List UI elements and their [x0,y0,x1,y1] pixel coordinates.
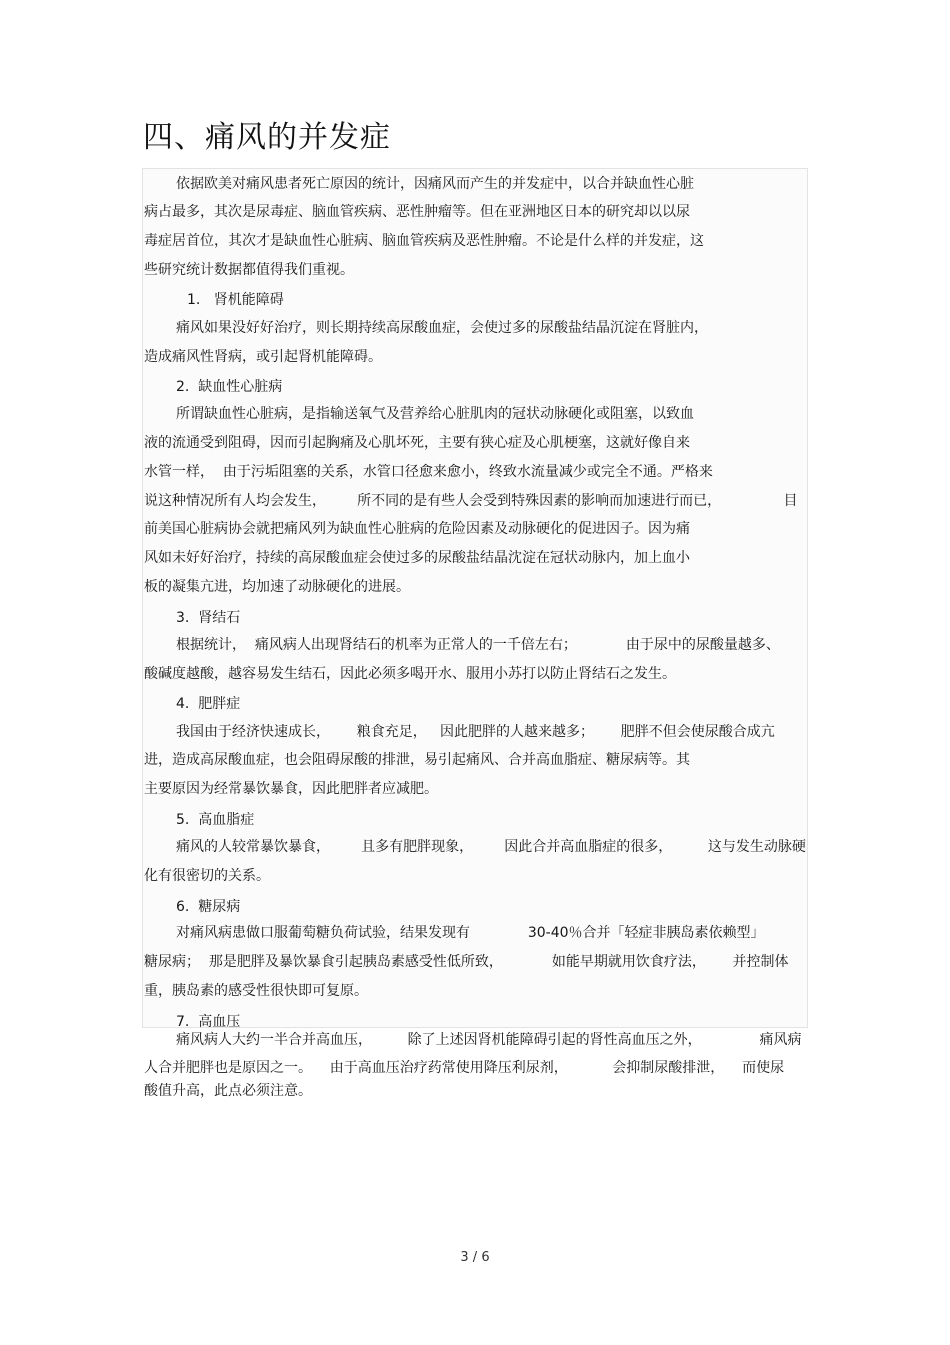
body-line: 糖尿病； 那是肥胖及暴饮暴食引起胰岛素感受性低所致， 如能早期就用饮食疗法， 并控制体 [144,954,789,970]
body-line: 液的流通受到阻碍，因而引起胸痛及心肌坏死，主要有狭心症及心肌梗塞，这就好像自来 [144,435,690,451]
body-line: 前美国心脏病协会就把痛风列为缺血性心脏病的危险因素及动脉硬化的促进因子。因为痛 [144,521,690,537]
section-heading: 6. 糖尿病 [176,899,241,915]
body-line: 根据统计， 痛风病人出现肾结石的机率为正常人的一千倍左右； 由于尿中的尿酸量越多、 [176,637,780,653]
body-line: 进，造成高尿酸血症，也会阻碍尿酸的排泄，易引起痛风、合并高血脂症、糖尿病等。其 [144,752,690,768]
body-line: 痛风病人大约一半合并高血压， 除了上述因肾机能障碍引起的肾性高血压之外， 痛风病 [176,1032,802,1048]
page-title: 四、痛风的并发症 [143,120,391,155]
body-line: 毒症居首位，其次才是缺血性心脏病、脑血管疾病及恶性肿瘤。不论是什么样的并发症，这 [144,233,704,249]
body-line: 说这种情况所有人均会发生， 所不同的是有些人会受到特殊因素的影响而加速进行而已， 目 [144,493,798,509]
body-line: 依据欧美对痛风患者死亡原因的统计，因痛风而产生的并发症中，以合并缺血性心脏 [176,176,694,192]
body-line: 人合并肥胖也是原因之一。 由于高血压治疗药常使用降压利尿剂， 会抑制尿酸排泄， 而使尿 [144,1060,785,1076]
body-line: 对痛风病患做口服葡萄糖负荷试验，结果发现有 30-40％合并「轻症非胰岛素依赖型」 [176,925,765,941]
body-line: 酸值升高，此点必须注意。 [144,1083,312,1099]
body-line: 风如未好好治疗，持续的高尿酸血症会使过多的尿酸盐结晶沈淀在冠状动脉内，加上血小 [144,550,690,566]
body-line: 些研究统计数据都值得我们重视。 [144,262,354,278]
section-heading: 5. 高血脂症 [176,812,255,828]
body-line: 酸碱度越酸，越容易发生结石，因此必须多喝开水、服用小苏打以防止肾结石之发生。 [144,666,676,682]
section-heading: 1. 肾机能障碍 [187,292,284,308]
body-line: 主要原因为经常暴饮暴食，因此肥胖者应减肥。 [144,781,438,797]
page-number: 3 / 6 [460,1250,490,1265]
body-line: 水管一样， 由于污垢阻塞的关系，水管口径愈来愈小，终致水流量减少或完全不通。严格来 [144,464,713,480]
section-heading: 7. 高血压 [176,1014,241,1030]
body-line: 痛风的人较常暴饮暴食， 且多有肥胖现象， 因此合并高血脂症的很多， 这与发生动脉硬 [176,839,806,855]
section-heading: 2. 缺血性心脏病 [176,379,283,395]
body-line: 我国由于经济快速成长， 粮食充足， 因此肥胖的人越来越多； 肥胖不但会使尿酸合成亢 [176,724,775,740]
body-line: 病占最多，其次是尿毒症、脑血管疾病、恶性肿瘤等。但在亚洲地区日本的研究却以以尿 [144,204,690,220]
section-heading: 4. 肥胖症 [176,696,241,712]
body-line: 板的凝集亢进，均加速了动脉硬化的进展。 [144,579,410,595]
body-line: 所谓缺血性心脏病，是指输送氧气及营养给心脏肌肉的冠状动脉硬化或阻塞，以致血 [176,406,694,422]
body-line: 造成痛风性肾病，或引起肾机能障碍。 [144,349,382,365]
body-line: 痛风如果没好好治疗，则长期持续高尿酸血症，会使过多的尿酸盐结晶沉淀在肾脏内， [176,320,708,336]
body-line: 化有很密切的关系。 [144,868,270,884]
section-heading: 3. 肾结石 [176,610,241,626]
body-line: 重，胰岛素的感受性很快即可复原。 [144,983,368,999]
